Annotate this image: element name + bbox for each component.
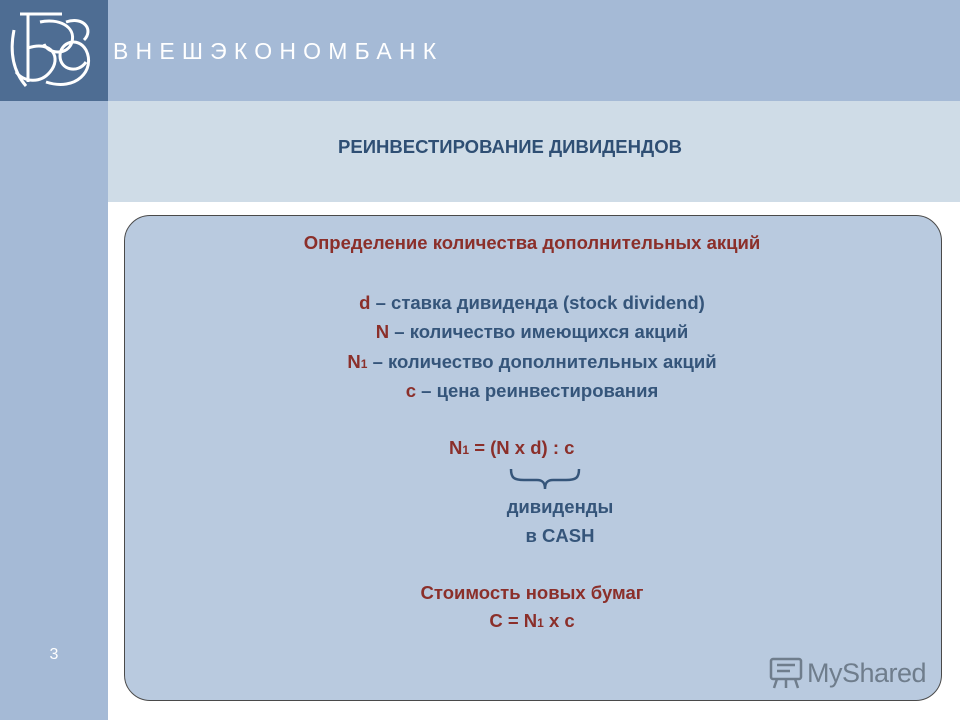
formula-lhs-subscript: 1 xyxy=(462,443,470,457)
cost-heading: Стоимость новых бумаг xyxy=(420,582,644,603)
slide-title: РЕИНВЕСТИРОВАНИЕ ДИВИДЕНДОВ xyxy=(338,136,682,157)
content-heading: Определение количества дополнительных акций xyxy=(303,232,761,253)
definition-text: – количество дополнительных акций xyxy=(367,351,717,372)
curly-brace-icon xyxy=(508,466,582,492)
reinvestment-formula xyxy=(449,437,574,459)
definition-symbol: c xyxy=(405,380,417,401)
watermark xyxy=(768,655,927,691)
definition-n xyxy=(124,321,940,343)
definition-symbol: N xyxy=(347,351,361,372)
definition-text: – ставка дивиденда (stock dividend) xyxy=(370,292,705,313)
cost-formula-pre: C = N xyxy=(489,610,538,631)
definition-c xyxy=(124,380,940,402)
watermark-text: MyShared xyxy=(807,658,927,688)
cost-formula xyxy=(124,610,940,632)
brace-note-line1: дивиденды xyxy=(506,496,614,517)
definition-text: – количество имеющихся акций xyxy=(389,321,689,342)
page-number: 3 xyxy=(49,646,59,663)
bank-name: ВНЕШЭКОНОМБАНК xyxy=(113,38,444,64)
formula-rhs: = (N x d) : c xyxy=(469,437,575,458)
definition-subscript: 1 xyxy=(360,357,368,371)
cost-formula-post: x c xyxy=(543,610,575,631)
definition-symbol: d xyxy=(359,292,371,313)
definition-text: – цена реинвестирования xyxy=(416,380,659,401)
bank-logo xyxy=(0,0,108,101)
cost-formula-subscript: 1 xyxy=(537,616,544,630)
definition-n1 xyxy=(124,351,940,373)
bank-monogram-icon xyxy=(0,0,108,101)
definition-d xyxy=(124,292,940,314)
brace-note-line2: в CASH xyxy=(525,525,595,546)
formula-lhs: N xyxy=(449,437,463,458)
projector-icon xyxy=(768,655,804,691)
definition-symbol: N xyxy=(375,321,390,342)
left-sidebar-band xyxy=(0,0,108,720)
